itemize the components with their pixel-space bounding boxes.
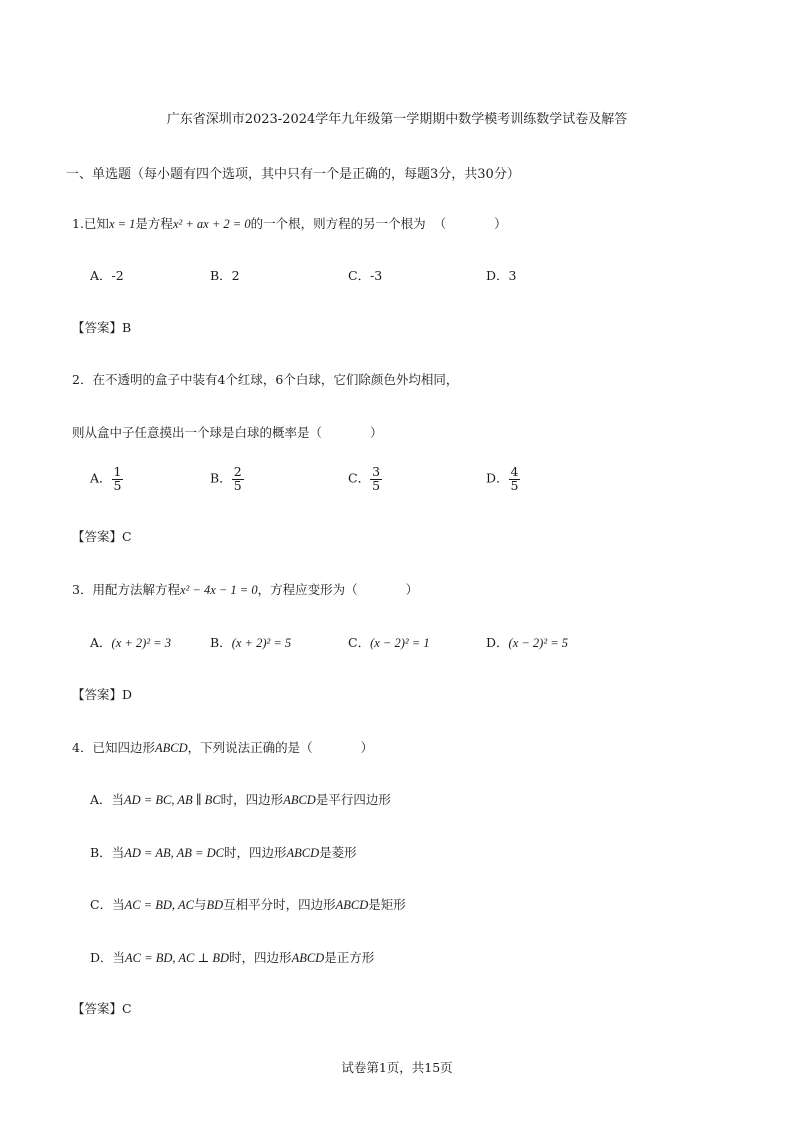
question-4-stem: 4．已知四边形ABCD，下列说法正确的是（ ）: [72, 740, 374, 755]
q3-option-d: D．(x − 2)² = 5: [486, 635, 569, 650]
q1-option-b: B．2: [210, 268, 240, 283]
q1-math-equation: x² + ax + 2 = 0: [172, 217, 251, 231]
q2-option-d: D． $\frac{4}{5}$: [486, 464, 519, 493]
q2-option-b: B． $\frac{2}{5}$: [210, 464, 242, 493]
q2-fraction-a: $\frac{1}{5}$: [113, 464, 122, 493]
q2-option-c: C． $\frac{3}{5}$: [348, 464, 381, 493]
section-heading: 一、单选题（每小题有四个选项，其中只有一个是正确的，每题3分，共30分）: [66, 167, 520, 182]
q1-option-a: A．-2: [90, 268, 124, 283]
q3-option-b: B．(x + 2)² = 5: [210, 635, 292, 650]
q4-option-b: B．当AD = AB, AB = DC时，四边形ABCD是菱形: [90, 845, 357, 860]
q4-answer: 【答案】C: [72, 1001, 132, 1016]
q1-answer: 【答案】B: [72, 320, 132, 335]
q3-option-a: A．(x + 2)² = 3: [90, 635, 172, 650]
question-3-stem: 3．用配方法解方程x² − 4x − 1 = 0，方程应变形为（ ）: [72, 582, 419, 597]
q2-fraction-c: $\frac{3}{5}$: [372, 464, 381, 493]
q3-option-c: C．(x − 2)² = 1: [348, 635, 430, 650]
page-footer: 试卷第1页，共15页: [341, 1060, 453, 1075]
q4-option-a: A．当AD = BC, AB ∥ BC时，四边形ABCD是平行四边形: [90, 792, 391, 807]
document-title: 广东省深圳市2023-2024学年九年级第一学期期中数学模考训练数学试卷及解答: [166, 112, 628, 127]
q2-answer: 【答案】C: [72, 529, 132, 544]
q3-math-equation: x² − 4x − 1 = 0: [179, 583, 258, 597]
question-2-stem-line2: 则从盒中子任意摸出一个球是白球的概率是（ ）: [72, 425, 383, 440]
q4-option-c: C．当AC = BD, AC与BD互相平分时，四边形ABCD是矩形: [90, 897, 406, 912]
q1-option-c: C．-3: [348, 268, 383, 283]
q1-math-root: x = 1: [108, 217, 136, 231]
q3-answer: 【答案】D: [72, 687, 133, 702]
q4-option-d: D．当AC = BD, AC ⊥ BD时，四边形ABCD是正方形: [90, 950, 375, 965]
q2-fraction-d: $\frac{4}{5}$: [510, 464, 519, 493]
q2-fraction-b: $\frac{2}{5}$: [233, 464, 242, 493]
q1-option-d: D．3: [486, 268, 517, 283]
question-2-stem-line1: 2．在不透明的盒子中装有4个红球，6个白球，它们除颜色外均相同，: [72, 372, 459, 387]
q2-option-a: A． $\frac{1}{5}$: [90, 464, 122, 493]
question-1-stem: 1.已知x = 1是方程x² + ax + 2 = 0的一个根，则方程的另一个根为 （ ）: [72, 216, 507, 231]
